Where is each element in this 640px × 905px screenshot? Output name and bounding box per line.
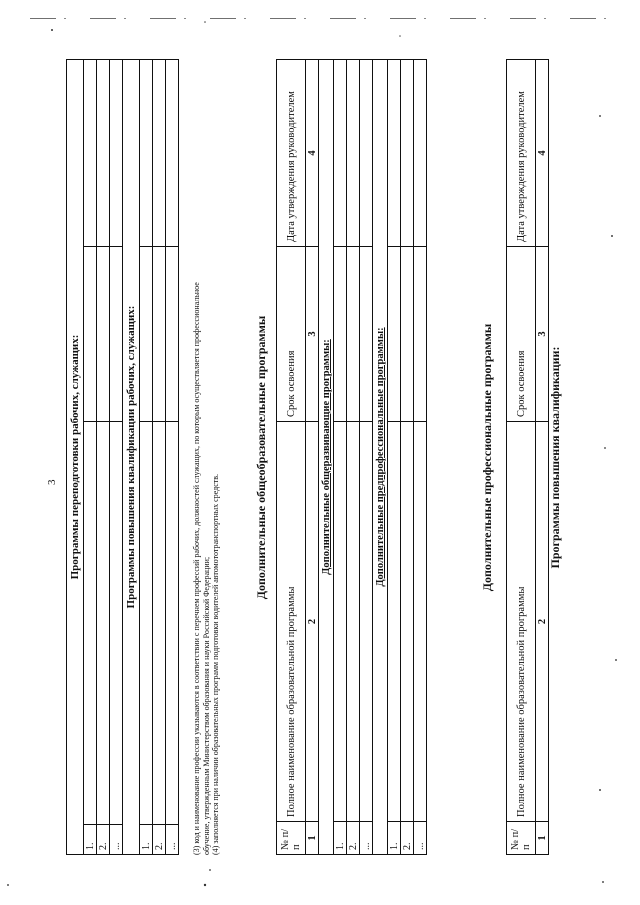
footnote-line: обучение, утвержденным Министерством образования и науки Российской Федерации;	[201, 556, 211, 855]
table-row: 2.	[347, 60, 360, 855]
table-row: ...	[110, 60, 123, 855]
header-name: Полное наименование образовательной программы	[277, 422, 306, 822]
table-row: 2.	[401, 60, 414, 855]
header-term: Срок освоения	[507, 247, 536, 422]
table-row: 1.	[84, 60, 97, 855]
header-date: Дата утверждения руководителем	[277, 60, 306, 247]
qualification-title-row	[123, 60, 140, 855]
header-date: Дата утверждения руководителем	[507, 60, 536, 247]
table-row: 2.	[153, 60, 166, 855]
header-num: № п/п	[277, 822, 306, 855]
general-programs-table	[276, 59, 427, 855]
table-row: 2.	[97, 60, 110, 855]
professional-qualification-title: Программы повышения квалификации:	[548, 346, 562, 569]
column-numbers-row: 1 2 3 4	[536, 60, 549, 855]
retraining-title: Программы переподготовки рабочих, служащих:	[67, 60, 84, 855]
table-row: 1.	[334, 60, 347, 855]
header-name: Полное наименование образовательной программы	[507, 422, 536, 822]
table-header-row	[277, 60, 306, 855]
page-number: 3	[46, 479, 58, 485]
preprofessional-title-row	[373, 60, 388, 855]
table-row: ...	[166, 60, 179, 855]
workers-programs-table	[66, 59, 179, 855]
table-header-row	[507, 60, 536, 855]
header-num: № п/п	[507, 822, 536, 855]
header-term: Срок освоения	[277, 247, 306, 422]
qualification-title: Программы повышения квалификации рабочих, служащих:	[123, 60, 140, 855]
professional-programs-table	[506, 59, 549, 855]
footnotes	[192, 255, 221, 855]
table-row: 1.	[388, 60, 401, 855]
preprofessional-title: Дополнительные предпрофессиональные программы:	[373, 60, 388, 855]
table-row: ...	[414, 60, 427, 855]
table-row: 1.	[140, 60, 153, 855]
developing-title: Дополнительные общеразвивающие программы:	[319, 60, 334, 855]
footnote-line: (4) заполняется при наличии образовательных программ подготовки водителей автомототранспортных средств.	[211, 473, 220, 855]
footnote-line: (3) код и наименование профессии указываются в соответствии с перечнем профессий рабочих, должностей служащих, по которым осуществляется профессиональное	[192, 282, 201, 855]
retraining-title-row	[67, 60, 84, 855]
professional-programs-heading: Дополнительные профессиональные программы	[480, 323, 494, 592]
table-row: ...	[360, 60, 373, 855]
column-numbers-row: 1 2 3 4	[306, 60, 319, 855]
developing-title-row	[319, 60, 334, 855]
general-programs-heading: Дополнительные общеобразовательные программы	[254, 315, 268, 600]
